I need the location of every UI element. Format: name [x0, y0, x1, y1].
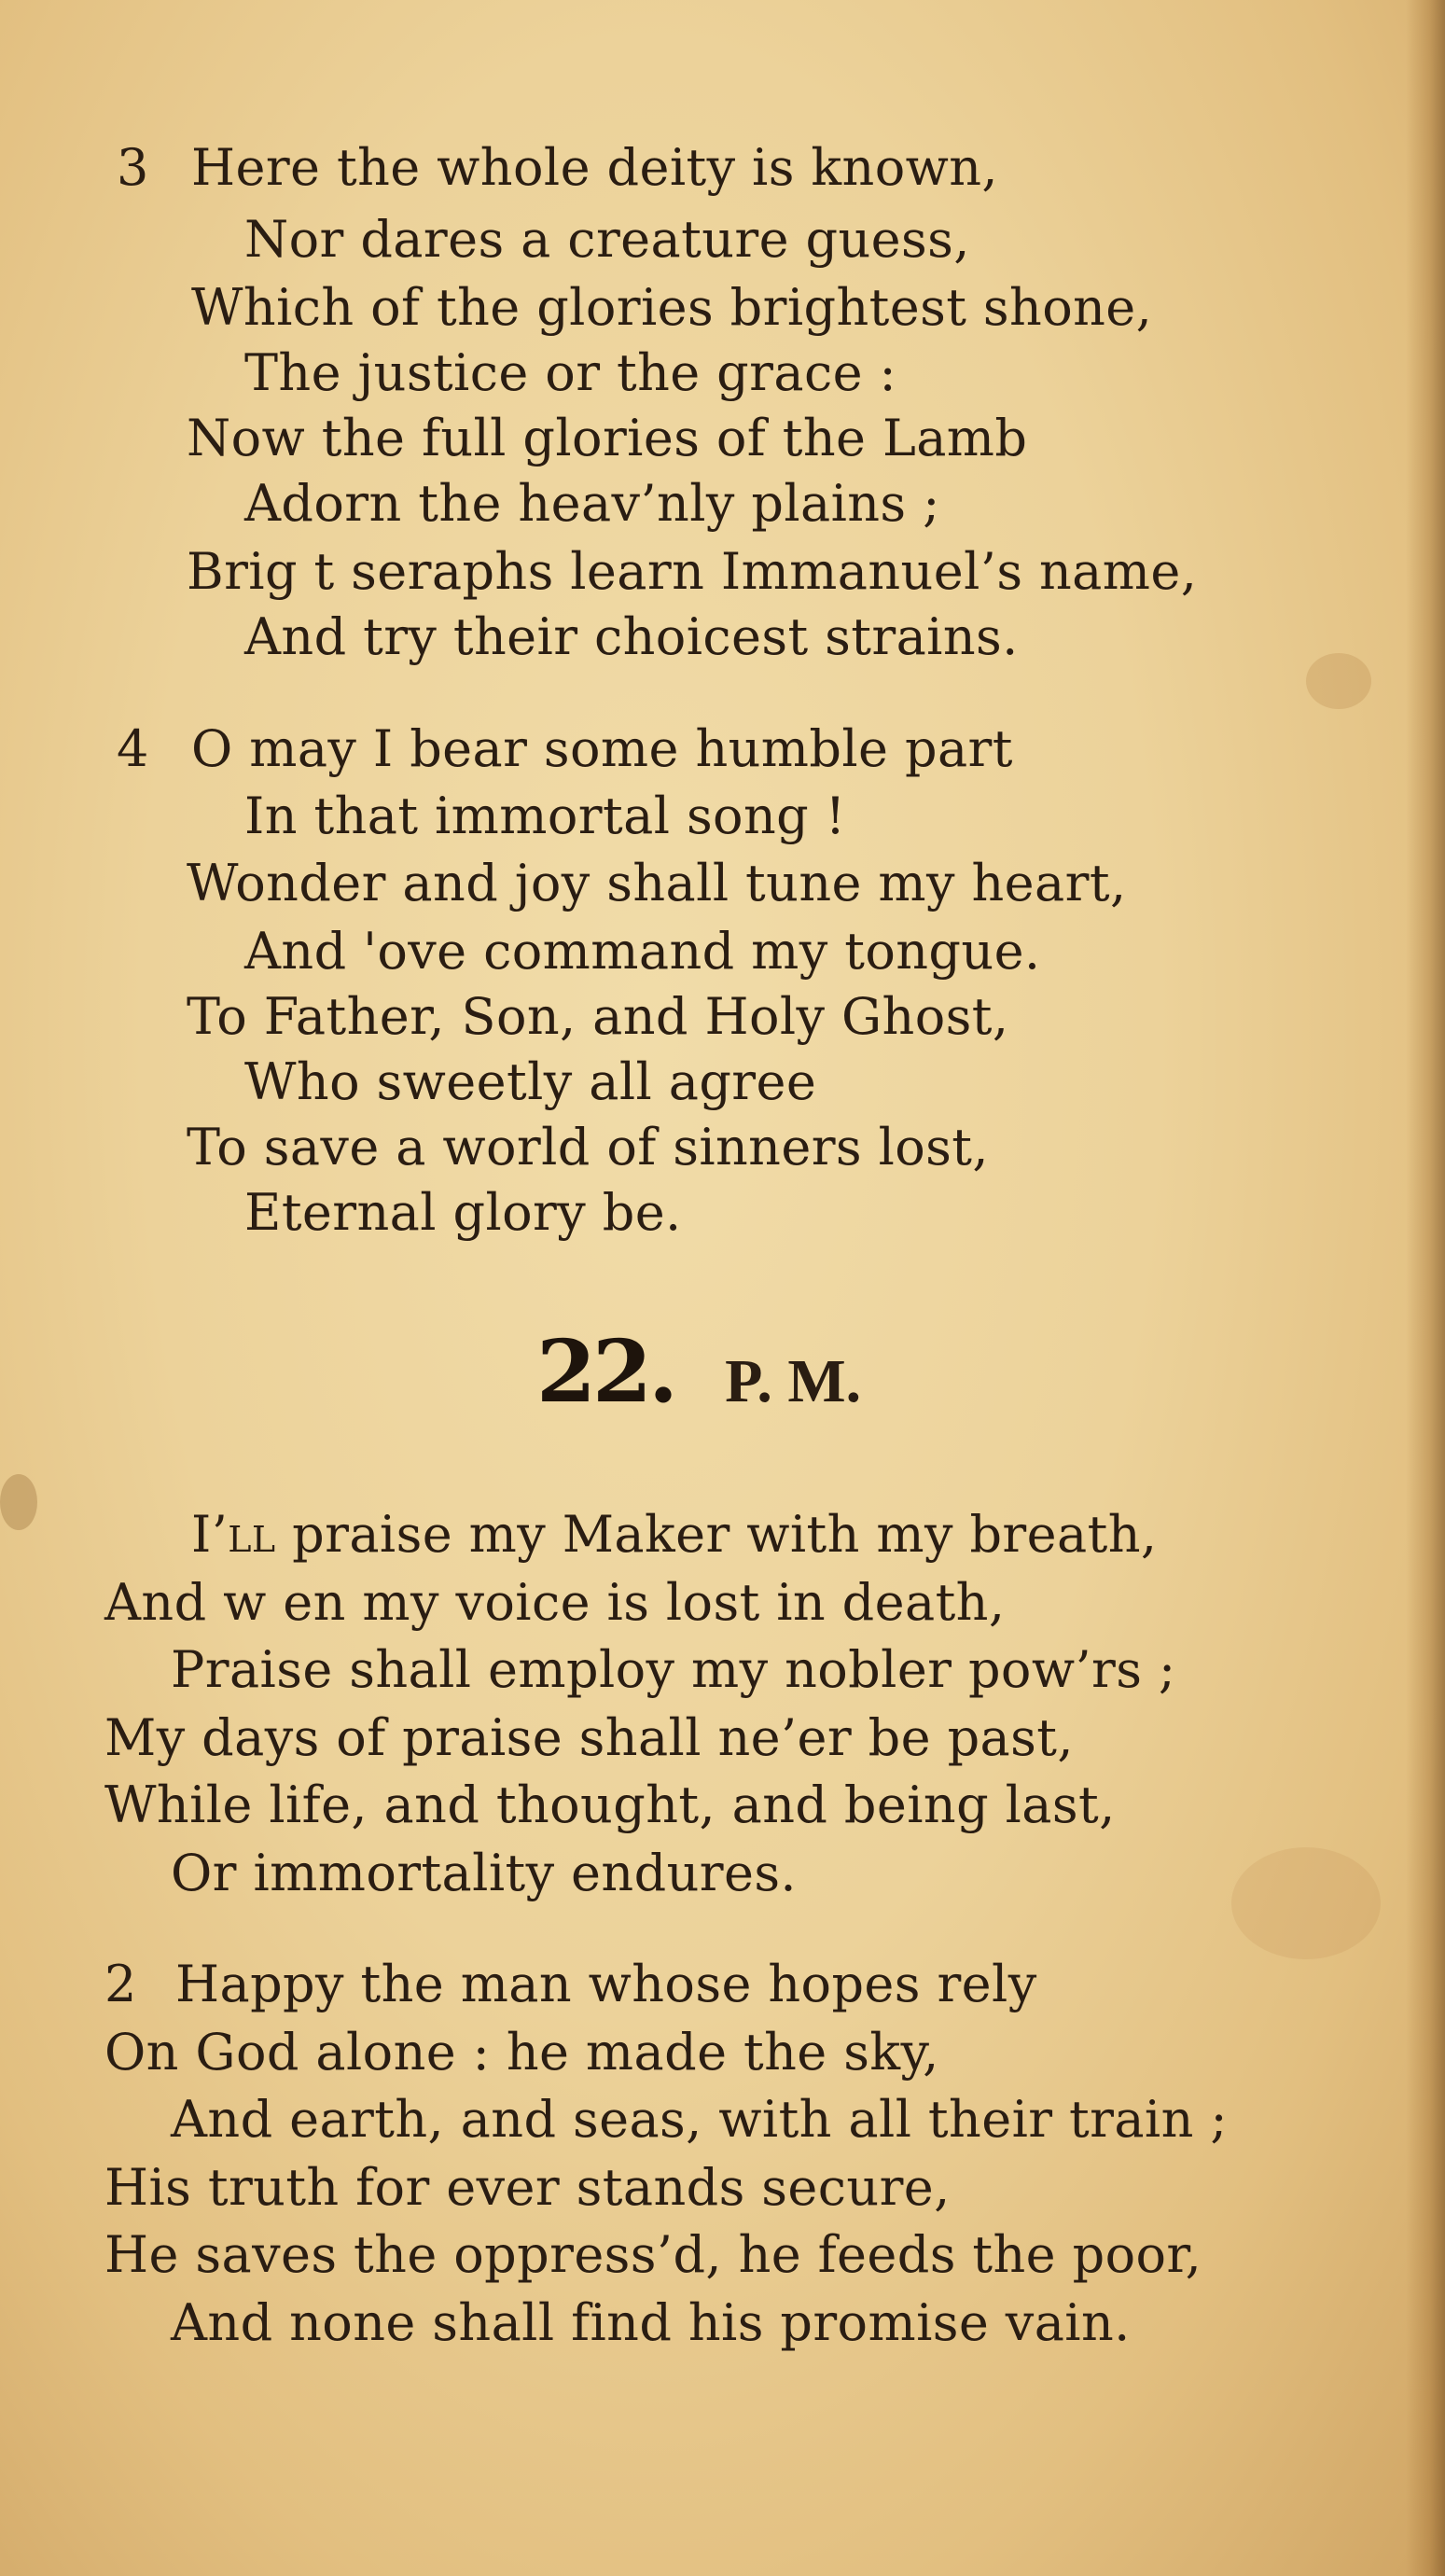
verse-line: Here the whole deity is known, — [191, 138, 998, 197]
first-line-text: praise my Maker with my breath, — [275, 1505, 1158, 1564]
paper-stain — [0, 1474, 37, 1530]
verse-line: On God alone : he made the sky, — [104, 2023, 939, 2082]
paper-stain — [1231, 1847, 1381, 1959]
hymn-meter: P. M. — [725, 1347, 862, 1415]
page-edge-shadow — [1406, 0, 1445, 2576]
drop-word: I’ll — [191, 1505, 276, 1564]
verse-line: Happy the man whose hopes rely — [175, 1955, 1037, 2013]
verse-line: Brig t seraphs learn Immanuel’s name, — [187, 542, 1198, 601]
verse-line: The justice or the grace : — [244, 343, 897, 402]
verse-line: Nor dares a creature guess, — [244, 210, 970, 269]
verse-line: Now the full glories of the Lamb — [187, 409, 1028, 467]
verse-number: 3 — [117, 138, 149, 197]
paper-stain — [1306, 653, 1371, 709]
verse-line: In that immortal song ! — [244, 787, 846, 845]
verse-line: Eternal glory be. — [244, 1183, 682, 1242]
verse-line: And none shall find his promise vain. — [171, 2293, 1131, 2352]
verse-line: And 'ove command my tongue. — [244, 922, 1041, 981]
verse-line: And try their choicest strains. — [244, 607, 1019, 666]
verse-line: Wonder and joy shall tune my heart, — [187, 854, 1127, 912]
verse-line: Who sweetly all agree — [244, 1052, 817, 1111]
verse-line: Or immortality endures. — [171, 1844, 797, 1902]
verse-line: My days of praise shall ne’er be past, — [104, 1708, 1074, 1767]
verse-line: To Father, Son, and Holy Ghost, — [187, 987, 1009, 1046]
verse-line: He saves the oppress’d, he feeds the poor, — [104, 2225, 1202, 2284]
verse-line — [191, 1502, 1157, 1567]
verse-line: To save a world of sinners lost, — [187, 1118, 989, 1177]
verse-line: And w en my voice is lost in death, — [104, 1573, 1006, 1632]
verse-line: O may I bear some humble part — [191, 719, 1013, 778]
verse-line: His truth for ever stands secure, — [104, 2158, 951, 2217]
verse-line: Adorn the heav’nly plains ; — [244, 474, 940, 533]
verse-number: 4 — [117, 719, 149, 778]
hymn-number: 22. — [536, 1321, 675, 1422]
verse-line: Which of the glories brightest shone, — [191, 278, 1153, 337]
verse-line: Praise shall employ my nobler pow’rs ; — [171, 1640, 1176, 1699]
hymn-heading — [536, 1321, 862, 1443]
verse-number: 2 — [104, 1955, 137, 2013]
verse-line: While life, and thought, and being last, — [104, 1775, 1116, 1834]
verse-line: And earth, and seas, with all their train ; — [171, 2090, 1228, 2149]
